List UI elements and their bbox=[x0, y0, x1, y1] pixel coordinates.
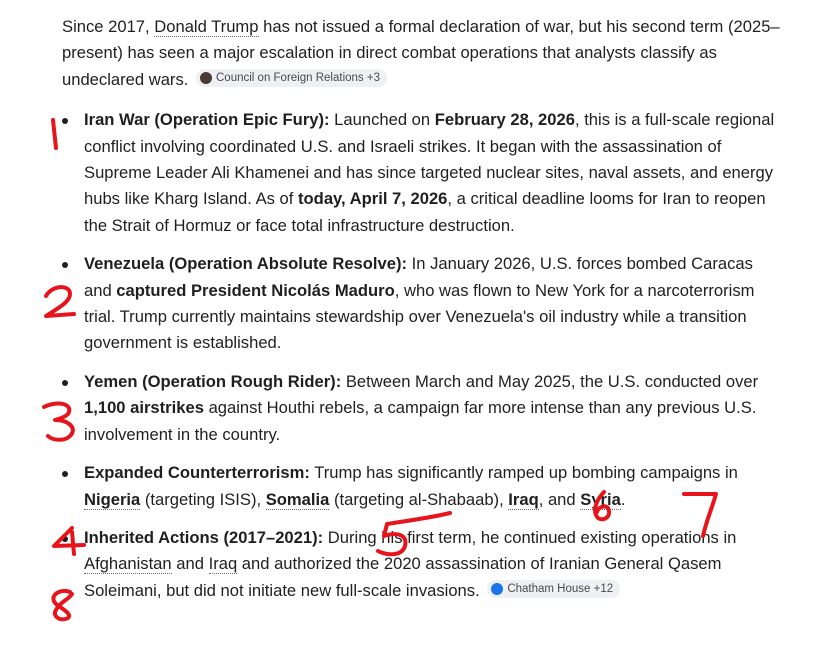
list-item-inherited bbox=[62, 525, 782, 604]
item-text: against Houthi rebels, a campaign far more intense than any previous U.S. involvement in the country. bbox=[84, 398, 757, 444]
source-chip-chatham[interactable] bbox=[487, 580, 620, 598]
item-title: Expanded Counterterrorism: bbox=[84, 463, 310, 483]
item-text: Launched on bbox=[329, 110, 435, 130]
item-text: During his first term, he continued existing operations in bbox=[323, 527, 737, 547]
answer-content bbox=[62, 14, 782, 604]
war-list bbox=[62, 107, 782, 604]
item-text: Between March and May 2025, the U.S. conducted over bbox=[341, 371, 759, 391]
item-title: Venezuela (Operation Absolute Resolve): bbox=[84, 254, 408, 274]
item-text: , and bbox=[538, 489, 581, 509]
intro-text: Since 2017, bbox=[62, 17, 155, 36]
item-text: and bbox=[171, 554, 209, 574]
item-title: Inherited Actions (2017–2021): bbox=[84, 527, 324, 547]
list-item-venezuela bbox=[62, 251, 782, 357]
source-chip-cfr[interactable] bbox=[196, 69, 387, 87]
item-text: In January 2026, U.S. forces bombed Caracas and bbox=[84, 254, 753, 300]
donald-trump-link[interactable]: Donald Trump bbox=[154, 17, 259, 36]
somalia-link[interactable]: Somalia bbox=[265, 489, 330, 509]
item-text: (targeting al-Shabaab), bbox=[329, 489, 509, 509]
chatham-favicon-icon bbox=[491, 583, 503, 595]
item-text: Trump has significantly ramped up bombing campaigns in bbox=[309, 463, 738, 483]
iraq-link-2[interactable]: Iraq bbox=[208, 554, 238, 574]
item-text: (targeting ISIS), bbox=[140, 489, 266, 509]
item-bold: captured President Nicolás Maduro bbox=[116, 280, 395, 300]
iraq-link[interactable]: Iraq bbox=[508, 489, 539, 509]
afghanistan-link[interactable]: Afghanistan bbox=[84, 554, 172, 574]
item-text: and authorized the 2020 assassination of Iranian General Qasem Soleimani, but did not initiate new full-scale invasions. bbox=[84, 554, 722, 600]
annotation-labels: 12345678 bbox=[0, 0, 5, 1]
intro-text-2: has not issued a formal declaration of war, but his second term (2025–present) has seen a major escalation in direct combat operations that analysts classify as undeclared wars. bbox=[62, 17, 780, 89]
intro-paragraph bbox=[62, 14, 782, 93]
source-chip-label: Chatham House +12 bbox=[507, 582, 614, 595]
item-bold: today, April 7, 2026 bbox=[298, 189, 448, 209]
list-item-counterterrorism bbox=[62, 460, 782, 513]
item-text: , a critical deadline looms for Iran to reopen the Strait of Hormuz or face total infrastructure destruction. bbox=[84, 189, 766, 235]
nigeria-link[interactable]: Nigeria bbox=[84, 489, 141, 509]
list-item-iran bbox=[62, 107, 782, 239]
list-item-yemen bbox=[62, 369, 782, 448]
item-text: , who was flown to New York for a narcoterrorism trial. Trump currently maintains stewardship over Venezuela's oil industry while a transition government is established. bbox=[84, 280, 755, 353]
item-title: Yemen (Operation Rough Rider): bbox=[84, 371, 342, 391]
syria-link[interactable]: Syria bbox=[580, 489, 621, 509]
item-text: . bbox=[620, 489, 626, 509]
annotation-1 bbox=[53, 120, 56, 148]
cfr-favicon-icon bbox=[200, 72, 212, 84]
item-text: , this is a full-scale regional conflict involving coordinated U.S. and Israeli strikes. It began with the assassination of Supreme Leader Ali Khamenei and has since targeted nuclear sites, naval assets, and energy hubs like Kharg Island. As of bbox=[84, 110, 775, 209]
item-bold: February 28, 2026 bbox=[434, 110, 575, 130]
source-chip-label: Council on Foreign Relations +3 bbox=[216, 71, 380, 84]
item-bold: 1,100 airstrikes bbox=[84, 398, 204, 418]
item-title: Iran War (Operation Epic Fury): bbox=[84, 110, 330, 130]
